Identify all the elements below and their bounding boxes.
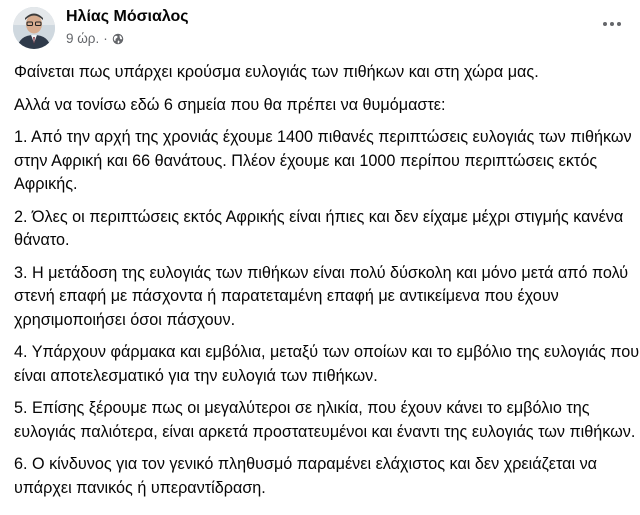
post-text bbox=[14, 61, 640, 509]
post-timestamp[interactable]: 9 ώρ. bbox=[66, 31, 100, 46]
post-paragraph: 1. Από την αρχή της χρονιάς έχουμε 1400 πιθανές περιπτώσεις ευλογιάς των πιθήκων στην Αφρική και 66 θανάτους. Πλέον έχουμε και 1000 περίπου περιπτώσεις εκτός Αφρικής. bbox=[14, 128, 632, 193]
post-header bbox=[0, 0, 640, 60]
meta-separator: · bbox=[103, 31, 108, 46]
post-paragraph: 2. Όλες οι περιπτώσεις εκτός Αφρικής είναι ήπιες και δεν είχαμε μέχρι στιγμής κανένα θάνατο. bbox=[14, 207, 624, 249]
post-paragraph: Αλλά να τονίσω εδώ 6 σημεία που θα πρέπει να θυμόμαστε: bbox=[14, 95, 446, 114]
avatar[interactable] bbox=[13, 7, 55, 49]
more-options-icon[interactable] bbox=[598, 14, 626, 34]
author-name[interactable]: Ηλίας Μόσιαλος bbox=[66, 8, 189, 25]
globe-icon[interactable] bbox=[112, 33, 124, 45]
post-paragraph: 5. Επίσης ξέρουμε πως οι μεγαλύτεροι σε ηλικία, που έχουν κάνει το εμβόλιο της ευλογιάς παλιότερα, είναι αρκετά προστατευμένοι και έναντι της ευλογιάς των πιθήκων. bbox=[14, 399, 636, 441]
post-meta bbox=[66, 31, 124, 46]
avatar-image bbox=[13, 7, 55, 49]
post-paragraph: Φαίνεται πως υπάρχει κρούσμα ευλογιάς των πιθήκων και στη χώρα μας. bbox=[14, 63, 539, 81]
post-paragraph: 6. Ο κίνδυνος για τον γενικό πληθυσμό παραμένει ελάχιστος και δεν χρειάζεται να υπάρχει πανικός ή υπεραντίδραση. bbox=[14, 455, 598, 497]
post-paragraph: 3. Η μετάδοση της ευλογιάς των πιθήκων είναι πολύ δύσκολη και μόνο μετά από πολύ στενή επαφή με πάσχοντα ή παρατεταμένη επαφή με αντικείμενα που έχουν χρησιμοποιήσει όσοι πάσχουν. bbox=[14, 263, 629, 329]
post-paragraph: 4. Υπάρχουν φάρμακα και εμβόλια, μεταξύ των οποίων και το εμβόλιο της ευλογιάς που είναι αποτελεσματικό για την ευλογιά των πιθήκων. bbox=[14, 343, 640, 385]
